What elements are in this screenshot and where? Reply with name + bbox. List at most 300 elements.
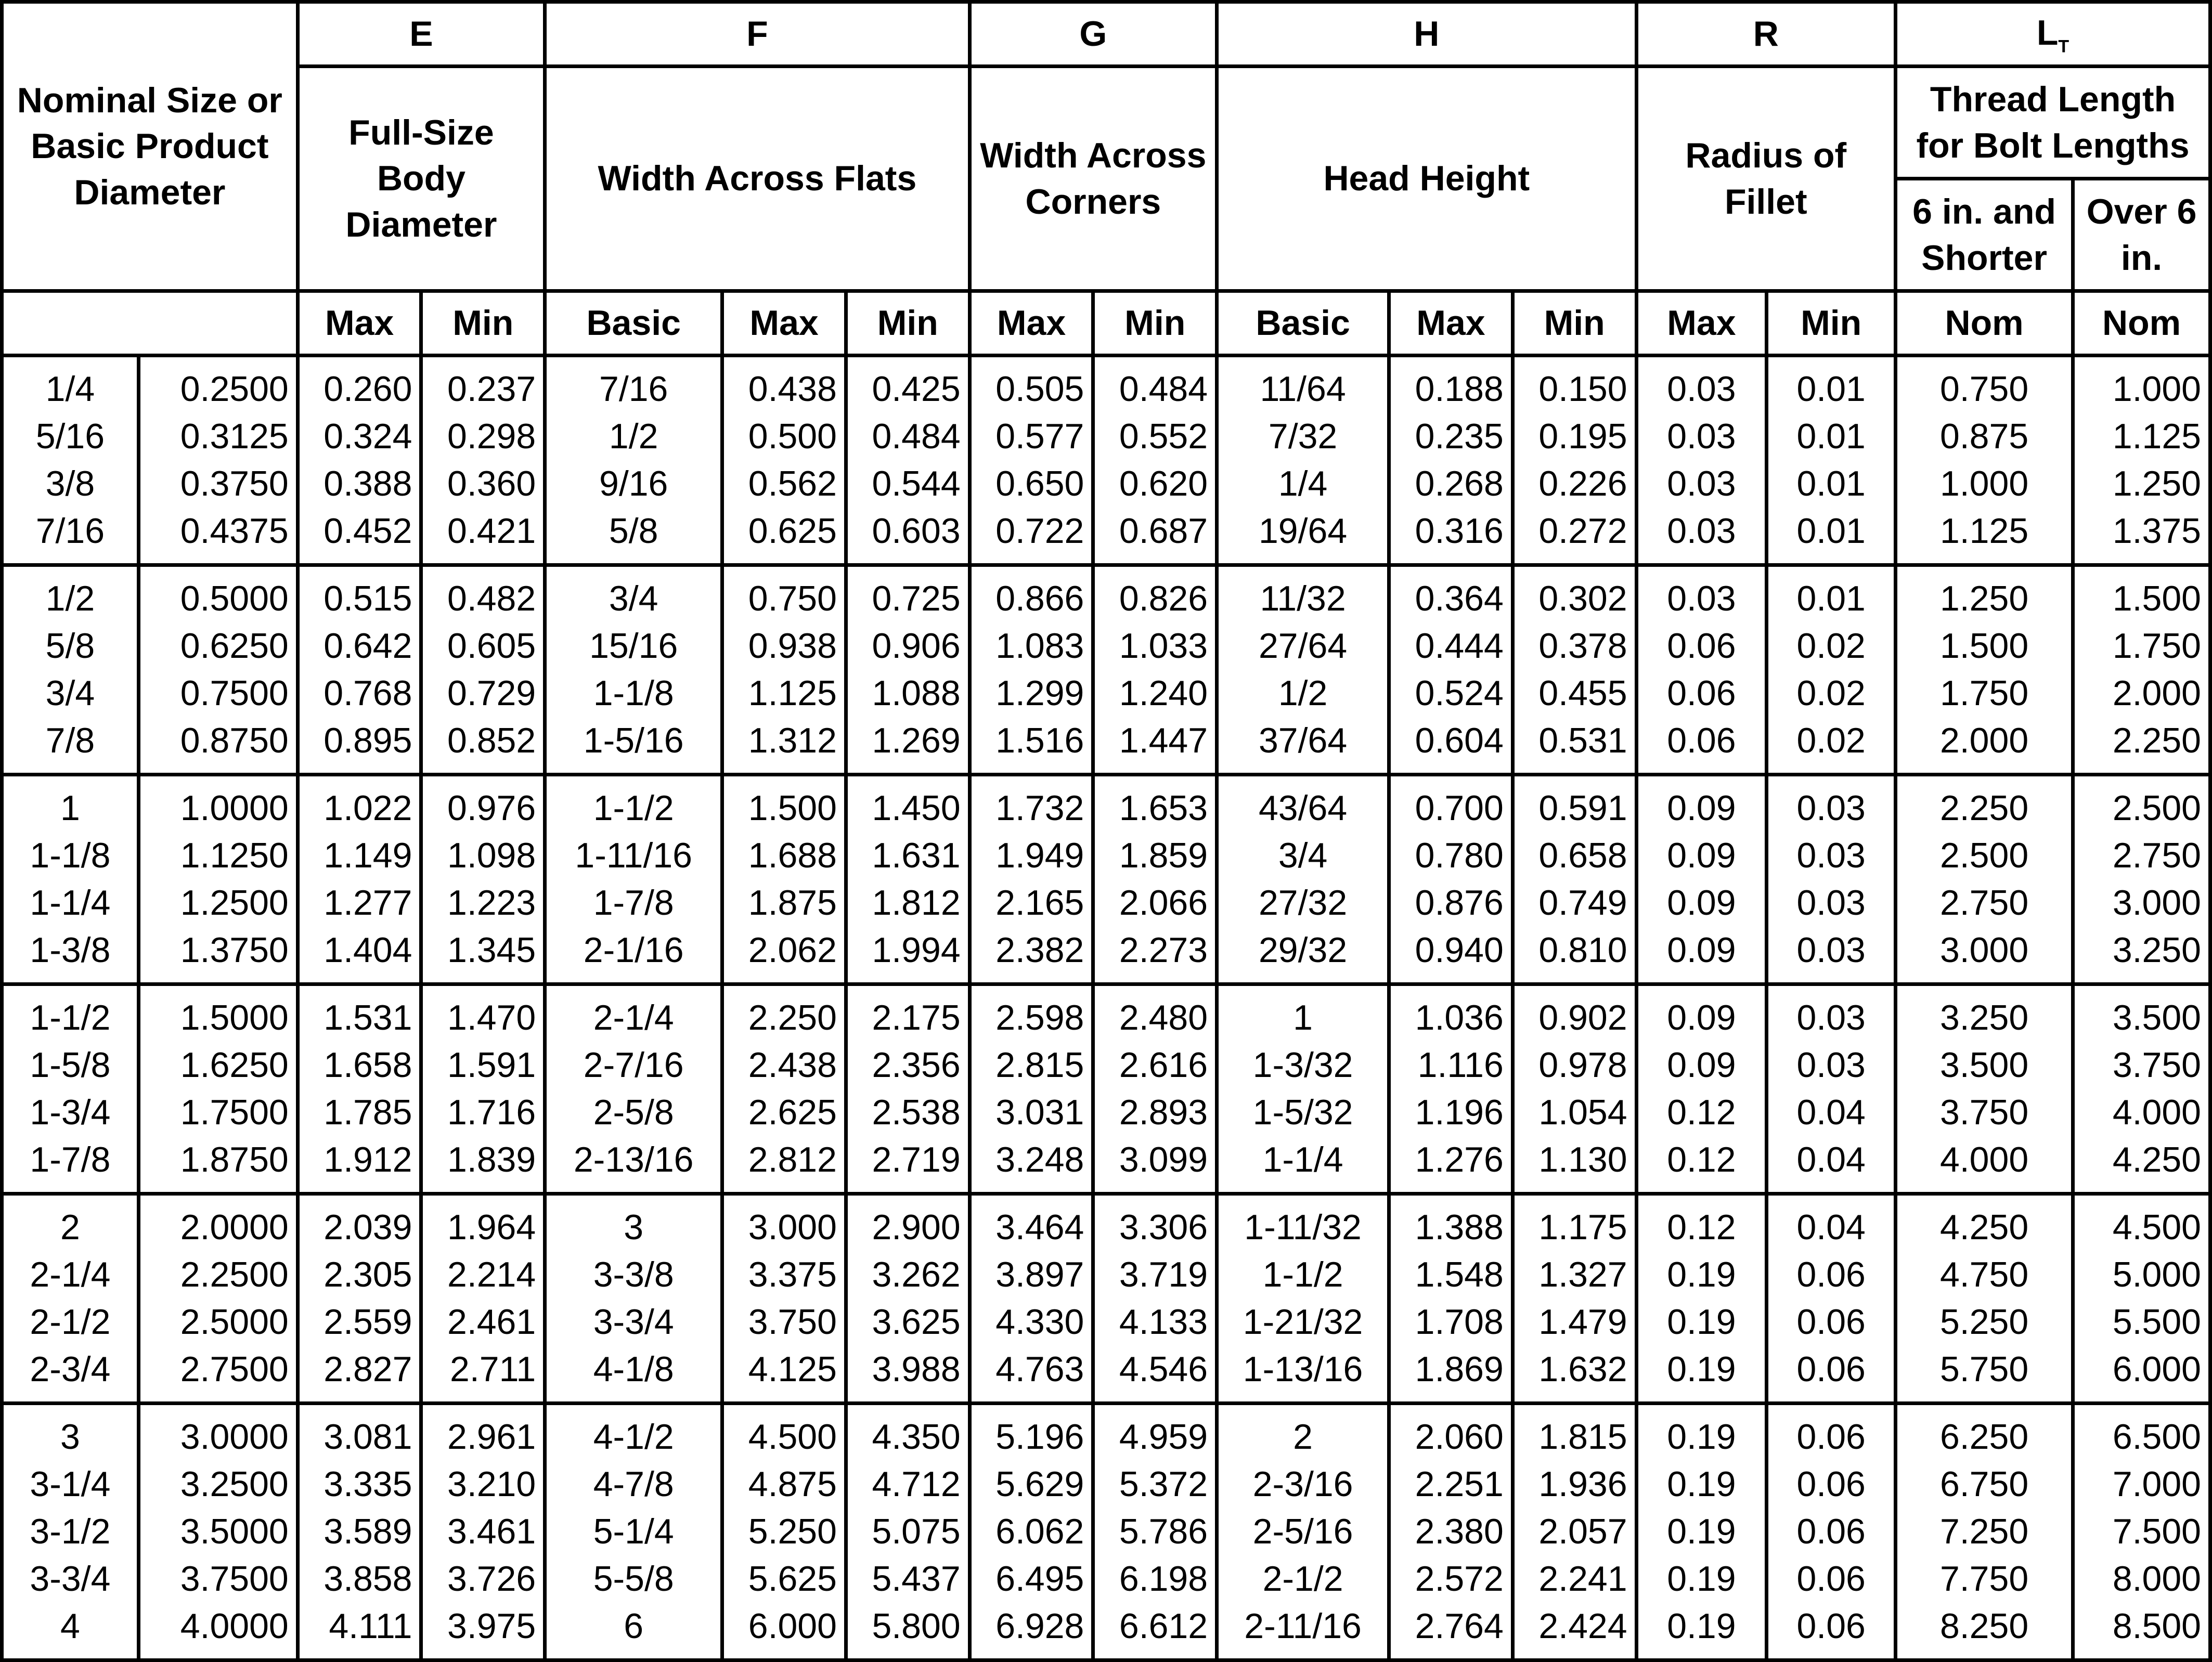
g-max-value: 1.516 [969, 717, 1093, 775]
h-basic-value: 19/64 [1217, 508, 1389, 565]
f-min-value: 3.262 [846, 1251, 969, 1299]
r-max-value: 0.19 [1636, 1251, 1767, 1299]
table-row [2, 775, 2210, 833]
h-basic-header: Basic [1217, 291, 1389, 356]
g-min-value: 2.616 [1093, 1042, 1217, 1089]
r-min-value: 0.03 [1767, 879, 1896, 927]
h-max-value: 0.780 [1389, 832, 1513, 879]
lt-short-value: 4.000 [1896, 1136, 2073, 1194]
lt-long-value: 5.500 [2073, 1299, 2210, 1346]
e-max-value: 1.022 [297, 775, 421, 833]
f-max-value: 2.812 [722, 1136, 846, 1194]
f-min-value: 0.544 [846, 460, 969, 508]
e-max-value: 3.858 [297, 1555, 421, 1603]
f-max-value: 2.625 [722, 1089, 846, 1136]
e-max-value: 3.589 [297, 1508, 421, 1555]
lt-short-value: 3.500 [1896, 1042, 2073, 1089]
nominal-fraction: 3/4 [2, 670, 139, 717]
table-row [2, 1089, 2210, 1136]
table-row [2, 1251, 2210, 1299]
e-max-value: 4.111 [297, 1603, 421, 1660]
r-min-value: 0.03 [1767, 984, 1896, 1042]
h-basic-value: 1-1/2 [1217, 1251, 1389, 1299]
e-min-value: 0.605 [421, 622, 545, 670]
h-max-value: 1.116 [1389, 1042, 1513, 1089]
r-max-value: 0.09 [1636, 832, 1767, 879]
h-basic-value: 1-1/4 [1217, 1136, 1389, 1194]
h-min-value: 2.241 [1512, 1555, 1636, 1603]
g-min-value: 2.480 [1093, 984, 1217, 1042]
g-max-value: 1.299 [969, 670, 1093, 717]
r-min-value: 0.06 [1767, 1508, 1896, 1555]
nominal-decimal: 0.8750 [138, 717, 297, 775]
table-row [2, 622, 2210, 670]
f-basic-value: 4-1/2 [545, 1404, 722, 1461]
e-min-value: 1.716 [421, 1089, 545, 1136]
e-min-value: 2.961 [421, 1404, 545, 1461]
nominal-decimal: 1.3750 [138, 927, 297, 984]
h-basic-value: 27/32 [1217, 879, 1389, 927]
nominal-decimal: 0.6250 [138, 622, 297, 670]
e-max-value: 1.912 [297, 1136, 421, 1194]
nominal-fraction: 1-3/4 [2, 1089, 139, 1136]
r-min-value: 0.04 [1767, 1194, 1896, 1252]
g-max-value: 5.629 [969, 1461, 1093, 1508]
r-max-value: 0.09 [1636, 879, 1767, 927]
h-min-value: 1.479 [1512, 1299, 1636, 1346]
e-description: Full-Size Body Diameter [297, 67, 545, 291]
f-max-value: 0.500 [722, 413, 846, 460]
lt-long-value: 7.500 [2073, 1508, 2210, 1555]
g-min-value: 4.959 [1093, 1404, 1217, 1461]
h-min-value: 0.978 [1512, 1042, 1636, 1089]
f-max-value: 0.625 [722, 508, 846, 565]
nominal-fraction: 2-1/4 [2, 1251, 139, 1299]
lt-short-value: 5.250 [1896, 1299, 2073, 1346]
table-row [2, 1299, 2210, 1346]
h-basic-value: 1 [1217, 984, 1389, 1042]
table-row [2, 927, 2210, 984]
lt-long-value: 3.000 [2073, 879, 2210, 927]
f-max-value: 3.000 [722, 1194, 846, 1252]
f-max-value: 0.750 [722, 565, 846, 623]
lt-long-value: 1.500 [2073, 565, 2210, 623]
h-min-value: 0.272 [1512, 508, 1636, 565]
g-max-value: 4.330 [969, 1299, 1093, 1346]
h-max-value: 1.196 [1389, 1089, 1513, 1136]
nominal-decimal: 2.7500 [138, 1346, 297, 1404]
lt-short-value: 2.750 [1896, 879, 2073, 927]
g-max-value: 2.815 [969, 1042, 1093, 1089]
e-min-value: 1.591 [421, 1042, 545, 1089]
h-max-value: 1.869 [1389, 1346, 1513, 1404]
table-row [2, 356, 2210, 413]
nominal-decimal: 2.0000 [138, 1194, 297, 1252]
r-max-value: 0.12 [1636, 1136, 1767, 1194]
lt-letter: L [2036, 13, 2059, 53]
f-max-value: 2.438 [722, 1042, 846, 1089]
f-max-value: 5.250 [722, 1508, 846, 1555]
r-min-value: 0.04 [1767, 1089, 1896, 1136]
g-min-value: 0.552 [1093, 413, 1217, 460]
lt-short-value: 1.000 [1896, 460, 2073, 508]
g-min-value: 5.372 [1093, 1461, 1217, 1508]
h-basic-value: 1-5/32 [1217, 1089, 1389, 1136]
r-max-value: 0.19 [1636, 1603, 1767, 1660]
lt-short-value: 0.875 [1896, 413, 2073, 460]
h-max-value: 0.316 [1389, 508, 1513, 565]
r-min-value: 0.06 [1767, 1299, 1896, 1346]
lt-short-value: 7.250 [1896, 1508, 2073, 1555]
e-max-value: 0.324 [297, 413, 421, 460]
f-basic-value: 4-1/8 [545, 1346, 722, 1404]
h-min-value: 0.455 [1512, 670, 1636, 717]
h-min-value: 2.424 [1512, 1603, 1636, 1660]
table-row [2, 1404, 2210, 1461]
nominal-fraction: 1/4 [2, 356, 139, 413]
nominal-decimal: 3.7500 [138, 1555, 297, 1603]
g-max-value: 3.464 [969, 1194, 1093, 1252]
table-row [2, 1603, 2210, 1660]
f-max-value: 2.250 [722, 984, 846, 1042]
h-max-value: 1.036 [1389, 984, 1513, 1042]
g-min-value: 6.198 [1093, 1555, 1217, 1603]
g-max-value: 0.650 [969, 460, 1093, 508]
lt-short-value: 2.000 [1896, 717, 2073, 775]
lt-long-value: 2.000 [2073, 670, 2210, 717]
f-basic-value: 1-1/2 [545, 775, 722, 833]
f-basic-value: 6 [545, 1603, 722, 1660]
f-max-value: 0.562 [722, 460, 846, 508]
h-basic-value: 29/32 [1217, 927, 1389, 984]
g-min-value: 6.612 [1093, 1603, 1217, 1660]
g-max-value: 1.083 [969, 622, 1093, 670]
f-min-value: 0.603 [846, 508, 969, 565]
h-min-value: 2.057 [1512, 1508, 1636, 1555]
lt-short-subheader: 6 in. and Shorter [1896, 179, 2073, 291]
e-max-value: 3.081 [297, 1404, 421, 1461]
r-description: Radius of Fillet [1636, 67, 1896, 291]
nominal-decimal: 2.2500 [138, 1251, 297, 1299]
lt-short-value: 7.750 [1896, 1555, 2073, 1603]
g-max-value: 0.866 [969, 565, 1093, 623]
f-min-value: 5.437 [846, 1555, 969, 1603]
table-row [2, 1555, 2210, 1603]
h-min-value: 1.175 [1512, 1194, 1636, 1252]
e-min-value: 0.852 [421, 717, 545, 775]
g-min-value: 0.484 [1093, 356, 1217, 413]
h-basic-value: 27/64 [1217, 622, 1389, 670]
lt-subscript: T [2058, 36, 2069, 57]
lt-short-value: 8.250 [1896, 1603, 2073, 1660]
nominal-fraction: 5/16 [2, 413, 139, 460]
r-max-value: 0.03 [1636, 508, 1767, 565]
h-max-value: 0.188 [1389, 356, 1513, 413]
f-min-value: 0.425 [846, 356, 969, 413]
r-min-value: 0.06 [1767, 1555, 1896, 1603]
nominal-decimal: 1.0000 [138, 775, 297, 833]
h-max-value: 2.764 [1389, 1603, 1513, 1660]
lt-short-value: 3.000 [1896, 927, 2073, 984]
table-row [2, 413, 2210, 460]
h-min-value: 0.302 [1512, 565, 1636, 623]
h-min-value: 0.150 [1512, 356, 1636, 413]
f-basic-value: 1-1/8 [545, 670, 722, 717]
lt-long-value: 6.500 [2073, 1404, 2210, 1461]
lt-description: Thread Length for Bolt Lengths [1896, 67, 2210, 179]
f-max-value: 1.125 [722, 670, 846, 717]
g-max-value: 6.928 [969, 1603, 1093, 1660]
f-basic-value: 3/4 [545, 565, 722, 623]
f-max-value: 4.875 [722, 1461, 846, 1508]
g-min-value: 1.033 [1093, 622, 1217, 670]
g-max-header: Max [969, 291, 1093, 356]
e-max-value: 0.388 [297, 460, 421, 508]
nominal-fraction: 3-1/2 [2, 1508, 139, 1555]
r-min-value: 0.06 [1767, 1603, 1896, 1660]
f-min-value: 3.988 [846, 1346, 969, 1404]
f-max-value: 6.000 [722, 1603, 846, 1660]
column-letter-f: F [545, 2, 969, 67]
lt-long-value: 2.500 [2073, 775, 2210, 833]
e-min-value: 0.729 [421, 670, 545, 717]
lt-short-value: 2.250 [1896, 775, 2073, 833]
e-max-value: 2.039 [297, 1194, 421, 1252]
h-basic-value: 1-3/32 [1217, 1042, 1389, 1089]
e-min-value: 1.839 [421, 1136, 545, 1194]
e-min-value: 1.964 [421, 1194, 545, 1252]
lt-short-nom-header: Nom [1896, 291, 2073, 356]
f-basic-value: 1-7/8 [545, 879, 722, 927]
h-min-header: Min [1512, 291, 1636, 356]
h-basic-value: 2-3/16 [1217, 1461, 1389, 1508]
e-max-value: 1.531 [297, 984, 421, 1042]
f-min-value: 1.812 [846, 879, 969, 927]
h-basic-value: 1/4 [1217, 460, 1389, 508]
f-basic-value: 2-7/16 [545, 1042, 722, 1089]
lt-long-value: 3.250 [2073, 927, 2210, 984]
e-min-value: 0.976 [421, 775, 545, 833]
h-min-value: 1.130 [1512, 1136, 1636, 1194]
nominal-fraction: 2-3/4 [2, 1346, 139, 1404]
lt-short-value: 4.750 [1896, 1251, 2073, 1299]
e-min-value: 3.461 [421, 1508, 545, 1555]
r-min-value: 0.03 [1767, 775, 1896, 833]
r-max-value: 0.19 [1636, 1508, 1767, 1555]
r-max-value: 0.06 [1636, 670, 1767, 717]
h-basic-value: 37/64 [1217, 717, 1389, 775]
e-max-value: 0.515 [297, 565, 421, 623]
r-max-value: 0.03 [1636, 460, 1767, 508]
e-min-value: 3.726 [421, 1555, 545, 1603]
g-min-value: 1.653 [1093, 775, 1217, 833]
h-min-value: 0.531 [1512, 717, 1636, 775]
lt-short-value: 3.750 [1896, 1089, 2073, 1136]
e-min-value: 1.223 [421, 879, 545, 927]
e-max-value: 1.277 [297, 879, 421, 927]
h-basic-value: 1/2 [1217, 670, 1389, 717]
g-description: Width Across Corners [969, 67, 1217, 291]
e-max-value: 0.260 [297, 356, 421, 413]
lt-short-value: 6.750 [1896, 1461, 2073, 1508]
g-min-value: 2.273 [1093, 927, 1217, 984]
r-min-header: Min [1767, 291, 1896, 356]
f-max-value: 1.875 [722, 879, 846, 927]
f-min-value: 0.906 [846, 622, 969, 670]
column-letter-lt [1896, 2, 2210, 67]
g-max-value: 6.062 [969, 1508, 1093, 1555]
table-row [2, 508, 2210, 565]
lt-long-value: 7.000 [2073, 1461, 2210, 1508]
e-min-value: 0.360 [421, 460, 545, 508]
h-basic-value: 1-21/32 [1217, 1299, 1389, 1346]
e-min-value: 1.098 [421, 832, 545, 879]
nominal-fraction: 7/16 [2, 508, 139, 565]
column-letter-g: G [969, 2, 1217, 67]
g-min-value: 0.620 [1093, 460, 1217, 508]
g-min-value: 3.719 [1093, 1251, 1217, 1299]
h-min-value: 1.815 [1512, 1404, 1636, 1461]
nominal-fraction: 1-3/8 [2, 927, 139, 984]
g-max-value: 6.495 [969, 1555, 1093, 1603]
nominal-fraction: 5/8 [2, 622, 139, 670]
h-min-value: 1.054 [1512, 1089, 1636, 1136]
h-max-value: 2.380 [1389, 1508, 1513, 1555]
h-max-value: 2.060 [1389, 1404, 1513, 1461]
f-max-value: 3.750 [722, 1299, 846, 1346]
g-min-value: 2.066 [1093, 879, 1217, 927]
r-min-value: 0.01 [1767, 413, 1896, 460]
table-row [2, 717, 2210, 775]
e-min-value: 2.214 [421, 1251, 545, 1299]
f-max-value: 4.500 [722, 1404, 846, 1461]
r-max-value: 0.06 [1636, 622, 1767, 670]
h-description: Head Height [1217, 67, 1636, 291]
f-basic-value: 2-1/16 [545, 927, 722, 984]
h-min-value: 0.749 [1512, 879, 1636, 927]
f-description: Width Across Flats [545, 67, 969, 291]
f-min-value: 1.269 [846, 717, 969, 775]
f-basic-value: 9/16 [545, 460, 722, 508]
f-basic-value: 5/8 [545, 508, 722, 565]
column-letter-h: H [1217, 2, 1636, 67]
r-max-value: 0.19 [1636, 1299, 1767, 1346]
r-max-value: 0.12 [1636, 1089, 1767, 1136]
f-basic-value: 5-1/4 [545, 1508, 722, 1555]
g-max-value: 3.248 [969, 1136, 1093, 1194]
table-body [2, 356, 2210, 1660]
nominal-decimal: 3.2500 [138, 1461, 297, 1508]
e-max-value: 3.335 [297, 1461, 421, 1508]
f-max-value: 1.312 [722, 717, 846, 775]
g-min-value: 3.099 [1093, 1136, 1217, 1194]
nominal-decimal: 1.8750 [138, 1136, 297, 1194]
r-max-value: 0.06 [1636, 717, 1767, 775]
h-min-value: 0.591 [1512, 775, 1636, 833]
f-min-value: 5.800 [846, 1603, 969, 1660]
f-basic-value: 4-7/8 [545, 1461, 722, 1508]
g-min-value: 0.826 [1093, 565, 1217, 623]
r-max-value: 0.03 [1636, 356, 1767, 413]
r-min-value: 0.06 [1767, 1346, 1896, 1404]
nominal-unit-spacer [2, 291, 298, 356]
lt-short-value: 1.125 [1896, 508, 2073, 565]
lt-long-value: 4.500 [2073, 1194, 2210, 1252]
nominal-decimal: 1.1250 [138, 832, 297, 879]
f-min-value: 2.719 [846, 1136, 969, 1194]
r-max-value: 0.19 [1636, 1555, 1767, 1603]
g-min-header: Min [1093, 291, 1217, 356]
lt-short-value: 2.500 [1896, 832, 2073, 879]
h-min-value: 1.632 [1512, 1346, 1636, 1404]
r-max-value: 0.03 [1636, 565, 1767, 623]
lt-long-value: 2.250 [2073, 717, 2210, 775]
table-row [2, 879, 2210, 927]
nominal-fraction: 1 [2, 775, 139, 833]
f-min-value: 1.994 [846, 927, 969, 984]
h-min-value: 0.810 [1512, 927, 1636, 984]
r-min-value: 0.01 [1767, 508, 1896, 565]
r-min-value: 0.01 [1767, 460, 1896, 508]
g-min-value: 1.859 [1093, 832, 1217, 879]
e-min-value: 2.711 [421, 1346, 545, 1404]
lt-long-value: 4.000 [2073, 1089, 2210, 1136]
f-max-value: 1.500 [722, 775, 846, 833]
r-min-value: 0.02 [1767, 717, 1896, 775]
e-min-value: 0.482 [421, 565, 545, 623]
f-min-value: 5.075 [846, 1508, 969, 1555]
lt-long-value: 5.000 [2073, 1251, 2210, 1299]
nominal-fraction: 2-1/2 [2, 1299, 139, 1346]
g-max-value: 0.577 [969, 413, 1093, 460]
h-min-value: 1.327 [1512, 1251, 1636, 1299]
h-basic-value: 1-13/16 [1217, 1346, 1389, 1404]
lt-long-value: 1.750 [2073, 622, 2210, 670]
f-basic-value: 2-13/16 [545, 1136, 722, 1194]
nominal-fraction: 3/8 [2, 460, 139, 508]
f-max-header: Max [722, 291, 846, 356]
h-max-value: 0.604 [1389, 717, 1513, 775]
h-basic-value: 2 [1217, 1404, 1389, 1461]
r-max-value: 0.09 [1636, 927, 1767, 984]
nominal-decimal: 0.2500 [138, 356, 297, 413]
r-max-value: 0.19 [1636, 1346, 1767, 1404]
g-max-value: 0.722 [969, 508, 1093, 565]
table-row [2, 1136, 2210, 1194]
e-min-value: 3.975 [421, 1603, 545, 1660]
h-min-value: 0.902 [1512, 984, 1636, 1042]
f-max-value: 3.375 [722, 1251, 846, 1299]
nominal-fraction: 1-1/4 [2, 879, 139, 927]
h-max-value: 1.548 [1389, 1251, 1513, 1299]
f-basic-value: 1-11/16 [545, 832, 722, 879]
nominal-fraction: 7/8 [2, 717, 139, 775]
e-min-value: 0.421 [421, 508, 545, 565]
nominal-decimal: 0.7500 [138, 670, 297, 717]
table-row [2, 832, 2210, 879]
r-max-value: 0.19 [1636, 1404, 1767, 1461]
r-max-value: 0.19 [1636, 1461, 1767, 1508]
lt-long-value: 1.375 [2073, 508, 2210, 565]
nominal-decimal: 0.3750 [138, 460, 297, 508]
f-min-value: 2.356 [846, 1042, 969, 1089]
e-max-header: Max [297, 291, 421, 356]
h-max-header: Max [1389, 291, 1513, 356]
lt-short-value: 6.250 [1896, 1404, 2073, 1461]
e-min-value: 1.470 [421, 984, 545, 1042]
g-min-value: 3.306 [1093, 1194, 1217, 1252]
lt-short-value: 1.750 [1896, 670, 2073, 717]
